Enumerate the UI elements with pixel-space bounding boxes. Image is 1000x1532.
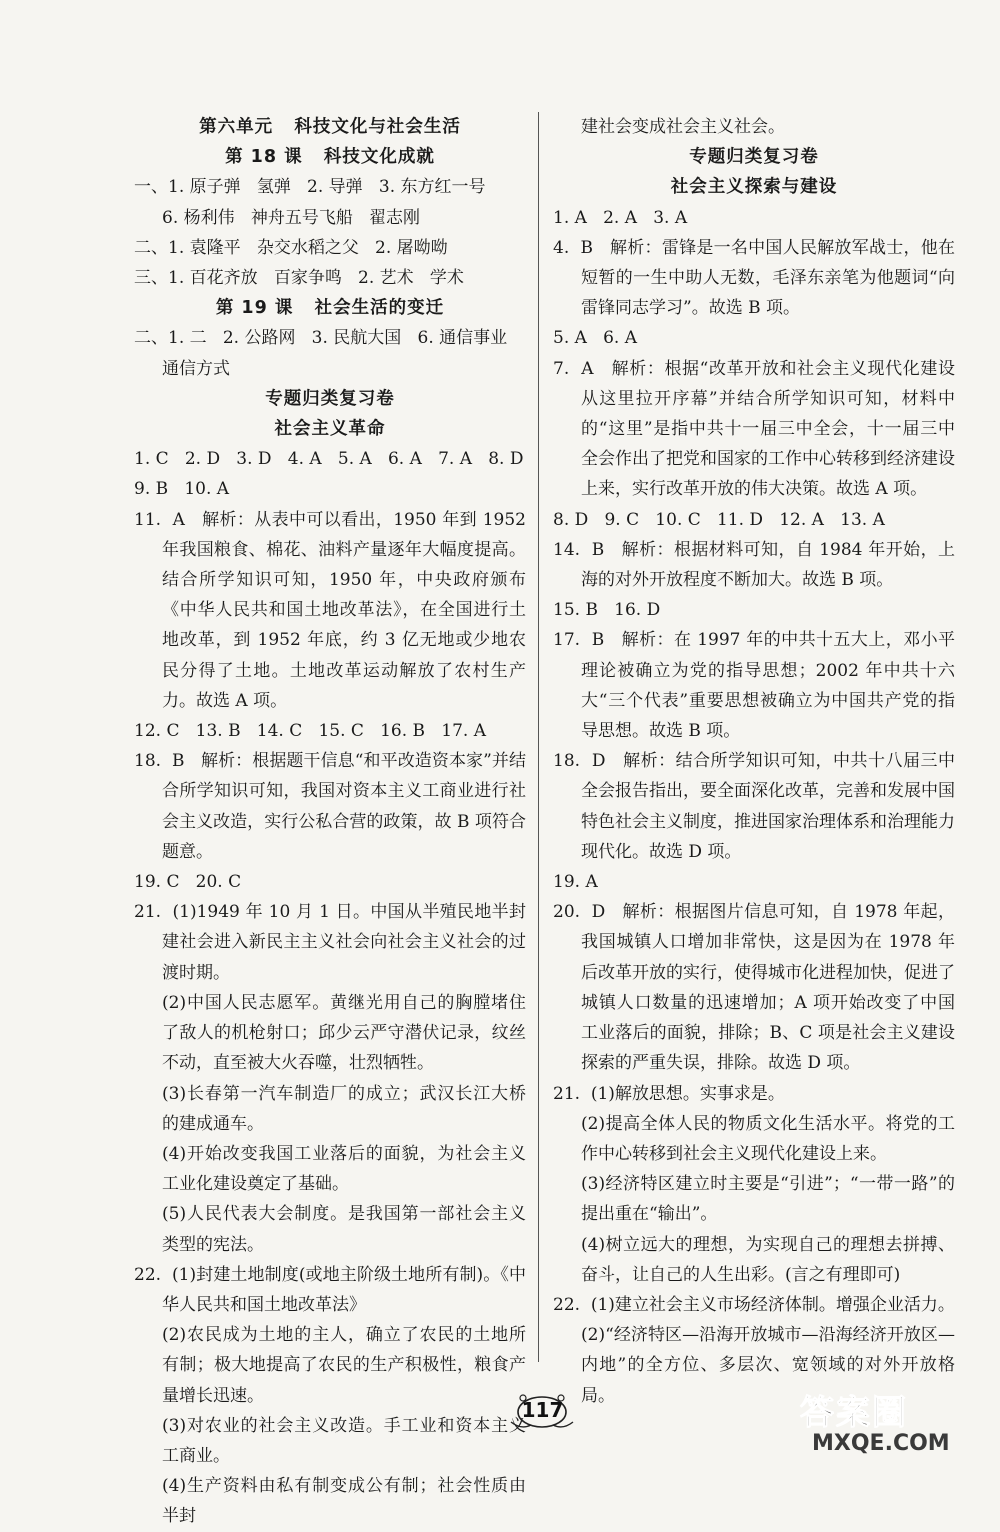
answer-item: 18. D 解析：结合所学知识可知，中共十八届三中全会报告指出，要全面深化改革，完善和发展中国特色社会主义制度，推进国家治理体系和治理能力现代化。故选 D 项。 — [553, 751, 955, 862]
answer-item: 11. A 解析：从表中可以看出，1950 年到 1952 年我国粮食、棉花、油料产量逐年大幅度提高。结合所学知识可知，1950 年，中央政府颁布《中华人民共和国土地改革法》，在全国进行土地改革，到 1952 年底，约 3 亿无地或少地农民分得了土地。土地改革运动解放了农村生产力。故选 A 项。 — [134, 509, 532, 711]
answer-subitem: (2)中国人民志愿军。黄继光用自己的胸膛堵住了敌人的机枪射口；邱少云严守潜伏记录，纹丝不动，直至被大火吞噬，壮烈牺牲。 — [162, 992, 526, 1074]
lesson-18-title: 第 18 课 科技文化成就 — [225, 147, 435, 168]
answer-item: 14. B 解析：根据材料可知，自 1984 年开始，上海的对外开放程度不断加大。故选 B 项。 — [553, 539, 955, 591]
answer-subitem: (2)提高全体人民的物质文化生活水平。将党的工作中心转移到社会主义现代化建设上来。 — [581, 1113, 955, 1164]
answer-line: 三、1. 百花齐放 百家争鸣 2. 艺术 学术 — [134, 268, 464, 289]
review-subtitle: 社会主义革命 — [274, 419, 386, 440]
review-title: 专题归类复习卷 — [689, 147, 819, 168]
right-column — [553, 112, 955, 1411]
answer-line: 19. C 20. C — [134, 872, 242, 893]
column-divider — [538, 112, 539, 1362]
answer-line: 8. D 9. C 10. C 11. D 12. A 13. A — [553, 509, 885, 530]
answer-item: 7. A 解析：根据“改革开放和社会主义现代化建设从这里拉开序幕”并结合所学知识可知，材料中的“这里”是指中共十一届三中全会，十一届三中全会作出了把党和国家的工作中心转移到经济建设上来，实行改革开放的伟大决策。故选 A 项。 — [553, 358, 955, 500]
answer-subitem: (4)树立远大的理想，为实现自己的理想去拼搏、奋斗，让自己的人生出彩。(言之有理即可) — [581, 1234, 955, 1285]
lesson-19-title: 第 19 课 社会生活的变迁 — [215, 298, 445, 319]
answer-line: 9. B 10. A — [134, 479, 230, 500]
answer-subitem: (3)对农业的社会主义改造。手工业和资本主义工商业。 — [162, 1415, 526, 1466]
answer-subitem: (4)生产资料由私有制变成公有制；社会性质由半封 — [162, 1476, 526, 1527]
answer-subitem: (3)经济特区建立时主要是“引进”；“一带一路”的提出重在“输出”。 — [581, 1174, 955, 1225]
answer-subitem: (2)农民成为土地的主人，确立了农民的土地所有制；极大地提高了农民的生产积极性，粮食产量增长迅速。 — [162, 1325, 526, 1406]
answer-item: 4. B 解析：雷锋是一名中国人民解放军战士，他在短暂的一生中助人无数，毛泽东亲笔为他题词“向雷锋同志学习”。故选 B 项。 — [553, 237, 955, 319]
answer-item: 20. D 解析：根据图片信息可知，自 1978 年起，我国城镇人口增加非常快，这是因为在 1978 年后改革开放的实行，使得城市化进程加快，促进了城镇人口数量的迅速增加；A 项开始改变了中国工业落后的面貌，排除；B、C 项是社会主义建设探索的严重失误，排除。故选 D 项。 — [553, 902, 955, 1074]
answer-line: 通信方式 — [162, 358, 230, 379]
answer-subitem: (2)“经济特区—沿海开放城市—沿海经济开放区—内地”的全方位、多层次、宽领域的对外开放格局。 — [581, 1325, 955, 1406]
review-subtitle: 社会主义探索与建设 — [670, 177, 838, 198]
answer-item: 18. B 解析：根据题干信息“和平改造资本家”并结合所学知识可知，我国对资本主义工商业进行社会主义改造，实行公私合营的政策，故 B 项符合题意。 — [134, 751, 526, 862]
watermark-text: 答案圈 — [800, 1393, 908, 1433]
answer-item: 21. (1)解放思想。实事求是。 — [553, 1083, 785, 1104]
answer-item: 17. B 解析：在 1997 年的中共十五大上，邓小平理论被确立为党的指导思想；2002 年中共十六大“三个代表”重要思想被确立为中国共产党的指导思想。故选 B 项。 — [553, 630, 955, 742]
answer-item: 22. (1)建立社会主义市场经济体制。增强企业活力。 — [553, 1294, 955, 1315]
answer-item: 21. (1)1949 年 10 月 1 日。中国从半殖民地半封建社会进入新民主主义社会向社会主义社会的过渡时期。 — [134, 902, 526, 983]
page-number: 117 — [521, 1398, 564, 1422]
review-title: 专题归类复习卷 — [265, 388, 395, 409]
answer-line: 6. 杨利伟 神舟五号飞船 翟志刚 — [162, 207, 421, 228]
answer-subitem: (4)开始改变我国工业落后的面貌，为社会主义工业化建设奠定了基础。 — [162, 1143, 526, 1195]
answer-line: 15. B 16. D — [553, 600, 661, 621]
answer-line: 1. C 2. D 3. D 4. A 5. A 6. A 7. A 8. D — [134, 449, 524, 470]
answer-line: 1. A 2. A 3. A — [553, 207, 688, 228]
unit-title: 第六单元 科技文化与社会生活 — [199, 117, 461, 137]
watermark-url: MXQE.COM — [812, 1431, 950, 1456]
answer-line: 二、1. 二 2. 公路网 3. 民航大国 6. 通信事业 — [134, 328, 508, 349]
answer-subitem: (3)长春第一汽车制造厂的成立；武汉长江大桥的建成通车。 — [162, 1083, 526, 1134]
answer-line: 5. A 6. A — [553, 328, 638, 349]
answer-line: 一、1. 原子弹 氢弹 2. 导弹 3. 东方红一号 — [134, 177, 486, 198]
answer-item: 22. (1)封建土地制度(或地主阶级土地所有制)。《中华人民共和国土地改革法》 — [134, 1264, 526, 1315]
watermark-logo — [800, 1385, 985, 1460]
page-number-badge — [505, 1392, 580, 1434]
answer-line: 19. A — [553, 872, 598, 893]
answer-continuation: 建社会变成社会主义社会。 — [581, 117, 785, 137]
answer-line: 12. C 13. B 14. C 15. C 16. B 17. A — [134, 721, 486, 742]
answer-subitem: (5)人民代表大会制度。是我国第一部社会主义类型的宪法。 — [162, 1204, 526, 1255]
answer-line: 二、1. 袁隆平 杂交水稻之父 2. 屠呦呦 — [134, 237, 448, 258]
left-column — [134, 112, 532, 1532]
